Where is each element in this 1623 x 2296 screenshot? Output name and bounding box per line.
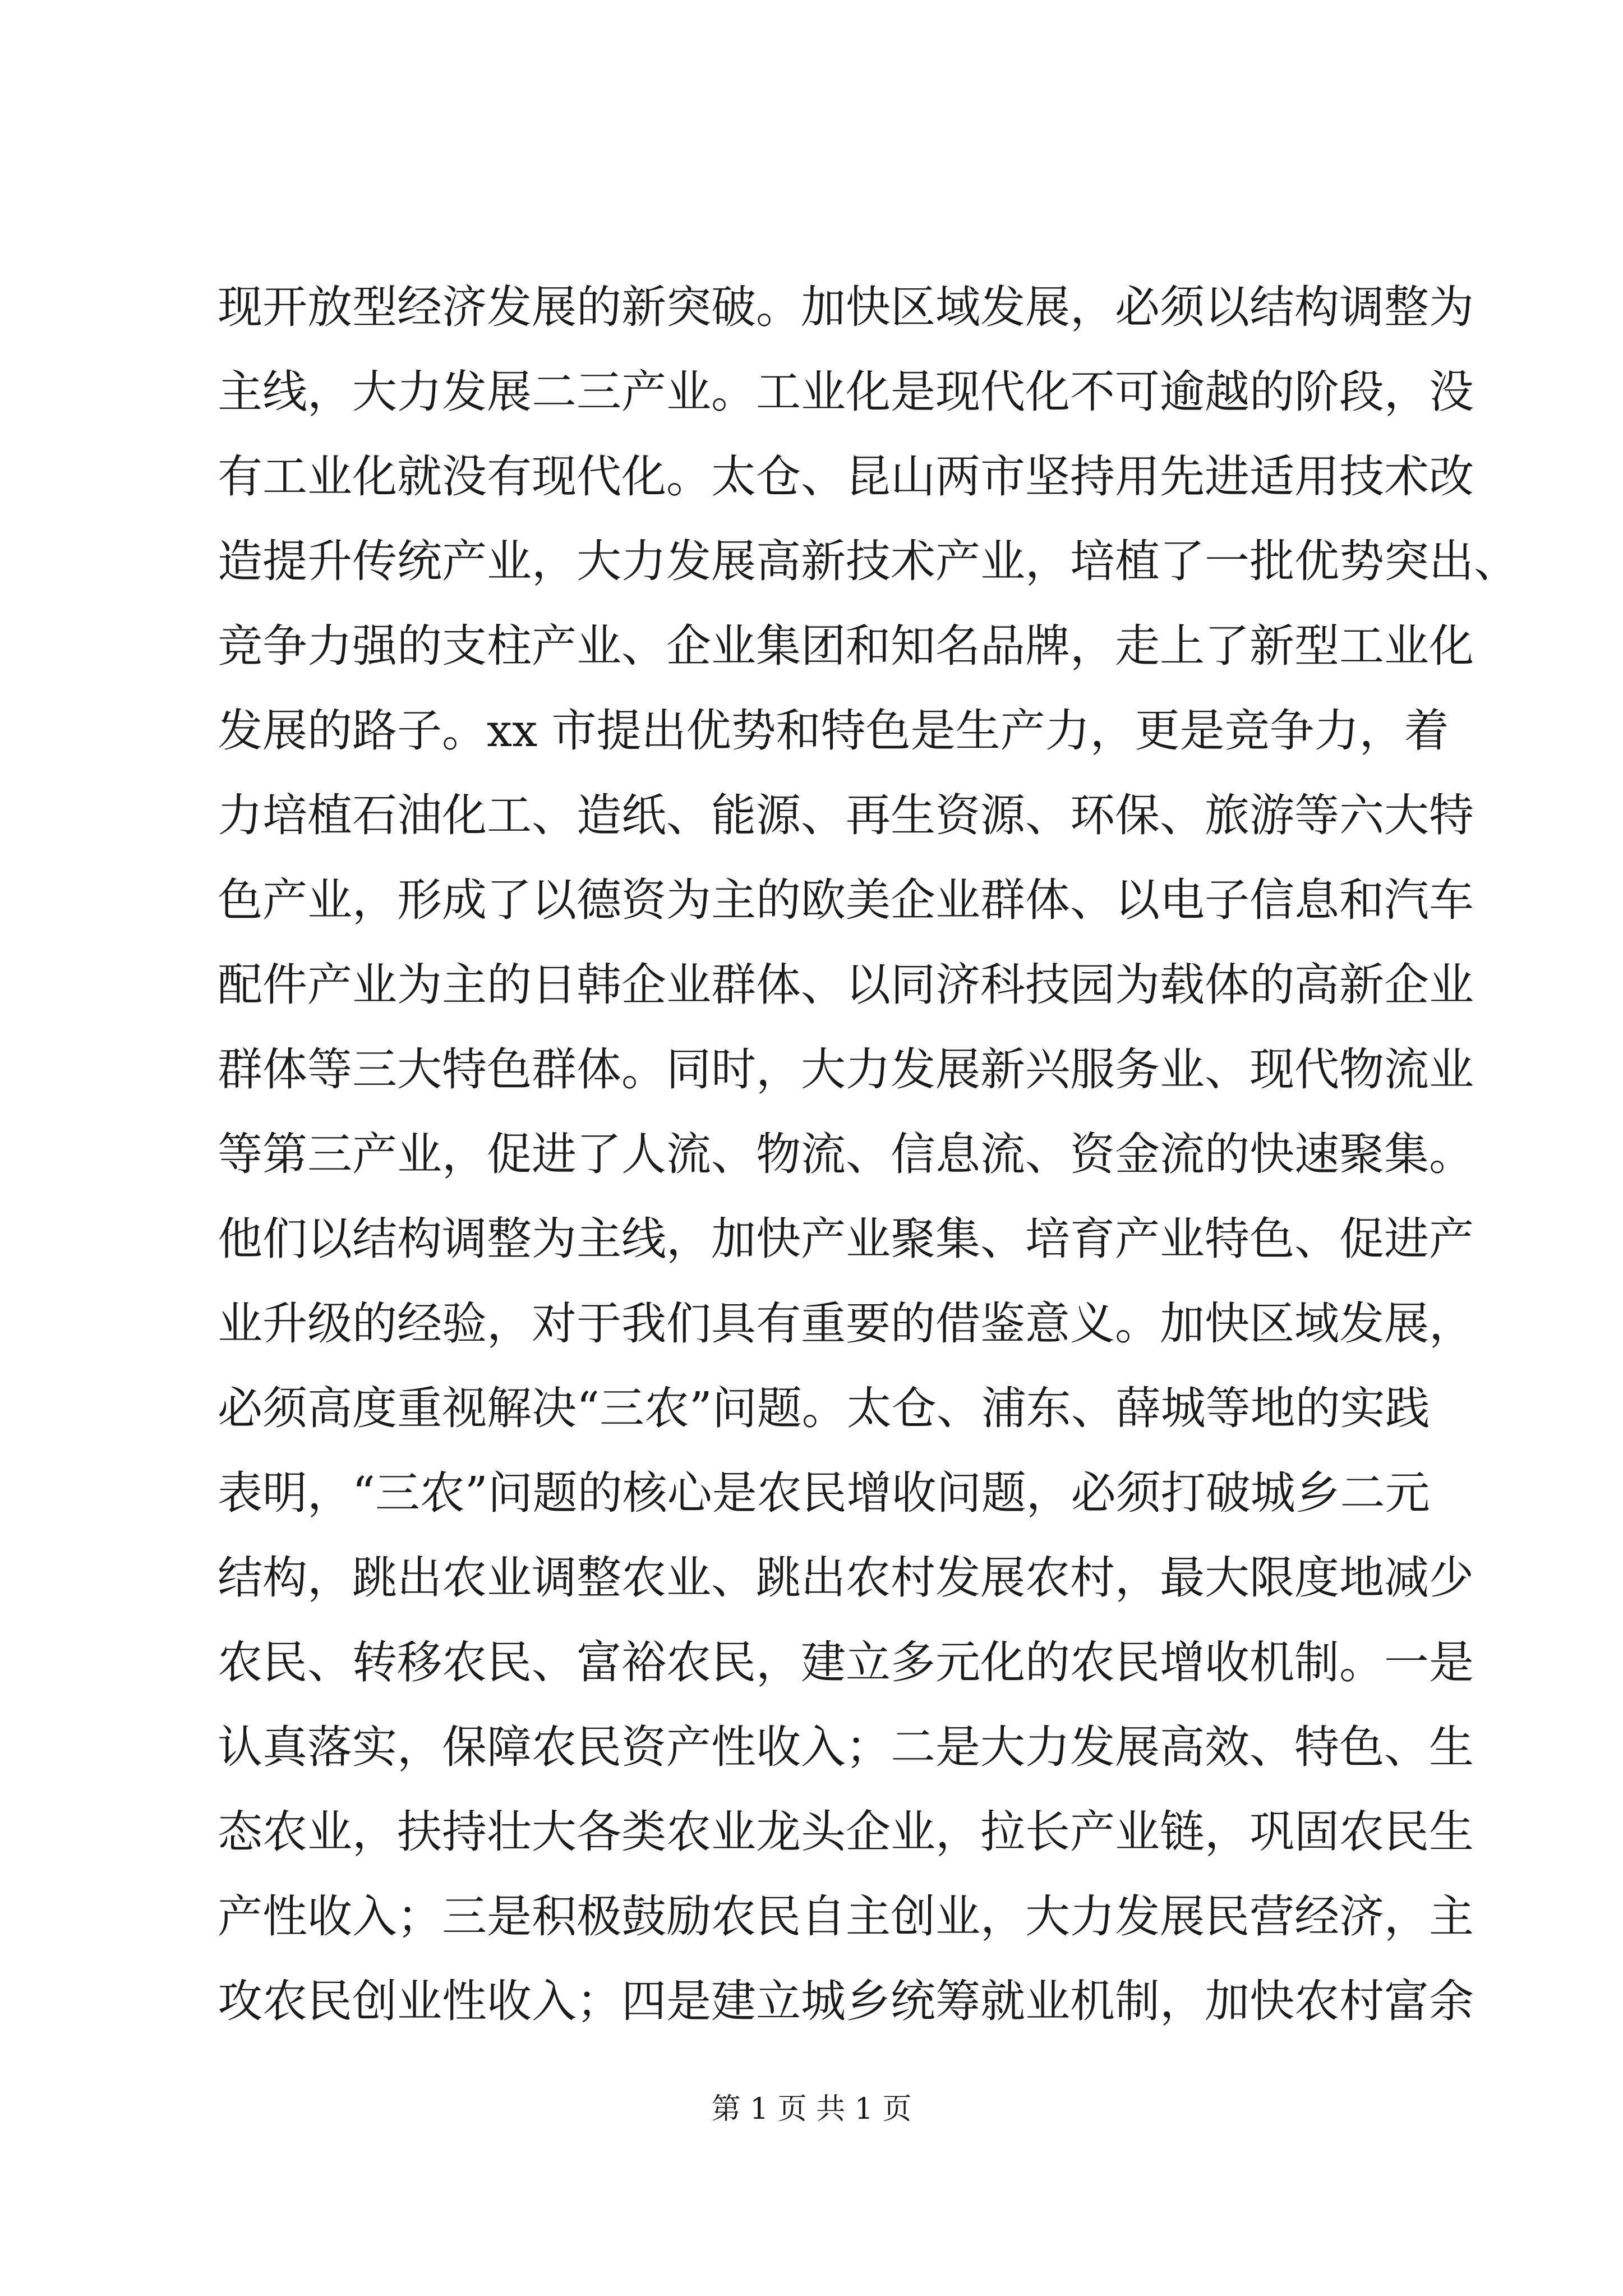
text-line: 农民、转移农民、富裕农民，建立多元化的农民增收机制。一是 xyxy=(218,1636,1474,1688)
text-line: 有工业化就没有现代化。太仓、昆山两市坚持用先进适用技术改 xyxy=(218,450,1474,503)
text-line: 竞争力强的支柱产业、企业集团和知名品牌，走上了新型工业化 xyxy=(218,620,1474,672)
text-line: 态农业，扶持壮大各类农业龙头企业，拉长产业链，巩固农民生 xyxy=(218,1806,1474,1858)
text-line: 业升级的经验，对于我们具有重要的借鉴意义。加快区域发展， xyxy=(218,1297,1474,1350)
text-line: 力培植石油化工、造纸、能源、再生资源、环保、旅游等六大特 xyxy=(218,789,1474,841)
text-line: 表明，“三农”问题的核心是农民增收问题，必须打破城乡二元 xyxy=(218,1467,1430,1519)
text-line: 主线，大力发展二三产业。工业化是现代化不可逾越的阶段，没 xyxy=(218,366,1474,418)
text-line: 必须高度重视解决“三农”问题。太仓、浦东、薛城等地的实践 xyxy=(218,1382,1430,1434)
text-line: 攻农民创业性收入；四是建立城乡统筹就业机制，加快农村富余 xyxy=(218,1975,1474,2027)
text-line: 群体等三大特色群体。同时，大力发展新兴服务业、现代物流业 xyxy=(218,1043,1474,1096)
text-line: 发展的路子。xx 市提出优势和特色是生产力，更是竞争力，着 xyxy=(218,705,1449,757)
page-footer xyxy=(0,2090,1623,2129)
text-line: 色产业，形成了以德资为主的欧美企业群体、以电子信息和汽车 xyxy=(218,874,1474,926)
text-line: 结构，跳出农业调整农业、跳出农村发展农村，最大限度地减少 xyxy=(218,1552,1474,1604)
body-text xyxy=(218,265,1519,2044)
text-line: 现开放型经济发展的新突破。加快区域发展，必须以结构调整为 xyxy=(218,281,1474,333)
text-line: 认真落实，保障农民资产性收入；二是大力发展高效、特色、生 xyxy=(218,1721,1474,1773)
page-number-label: 第 1 页 共 1 页 xyxy=(711,2092,912,2126)
text-line: 造提升传统产业，大力发展高新技术产业，培植了一批优势突出、 xyxy=(218,535,1519,587)
text-line: 产性收入；三是积极鼓励农民自主创业，大力发展民营经济，主 xyxy=(218,1890,1474,1943)
text-line: 配件产业为主的日韩企业群体、以同济科技园为载体的高新企业 xyxy=(218,959,1474,1011)
text-line: 他们以结构调整为主线，加快产业聚集、培育产业特色、促进产 xyxy=(218,1213,1474,1265)
text-line: 等第三产业，促进了人流、物流、信息流、资金流的快速聚集。 xyxy=(218,1128,1474,1180)
